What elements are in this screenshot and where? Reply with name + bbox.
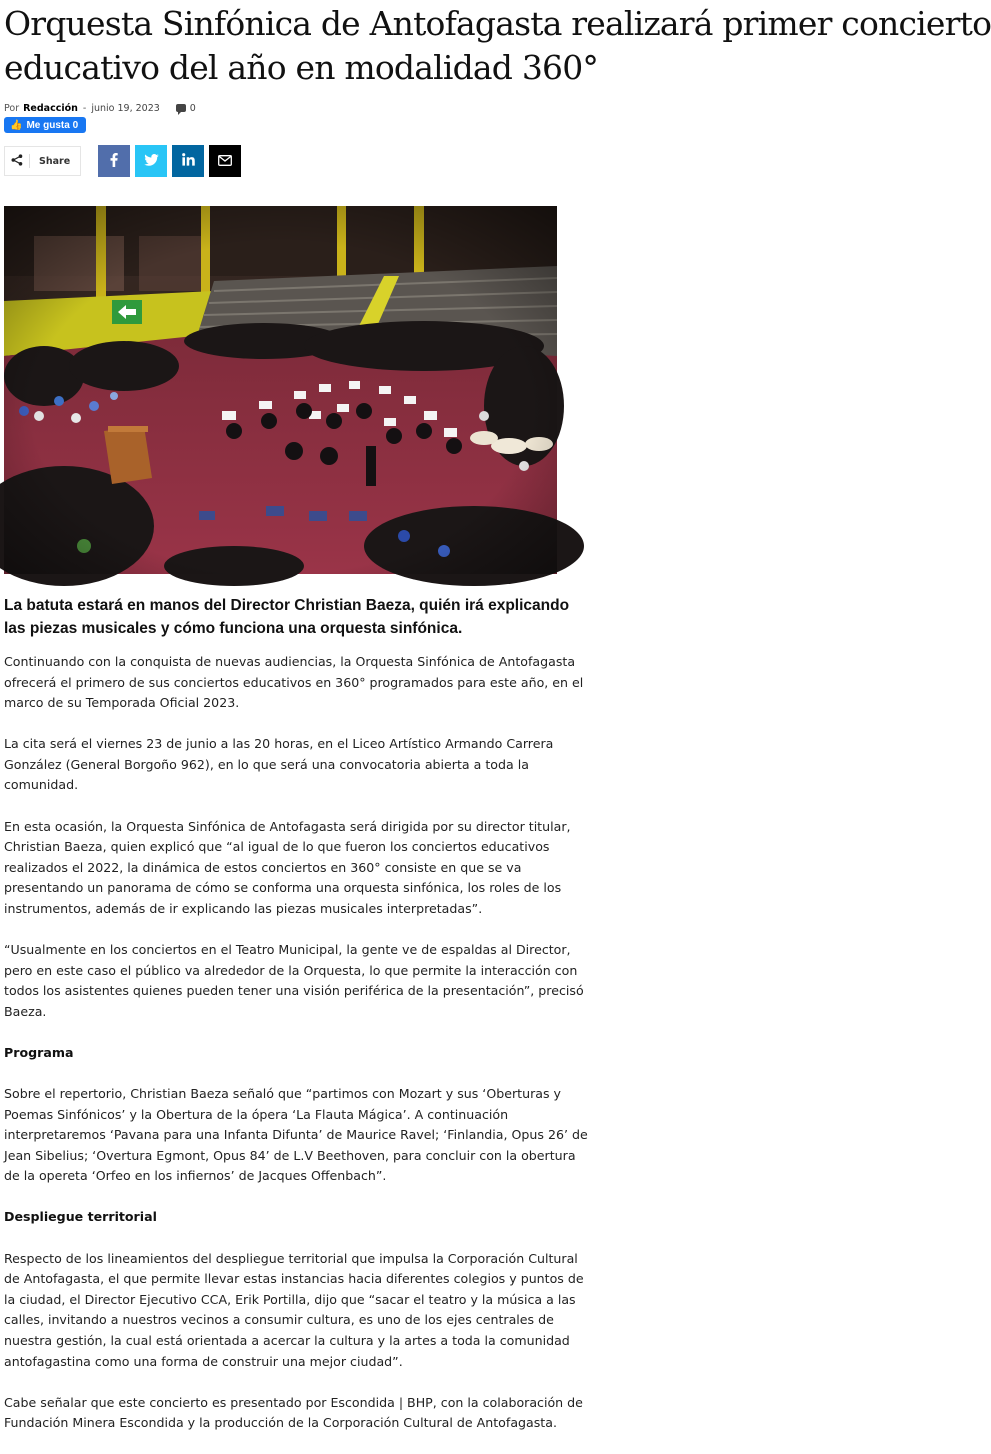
- article-paragraph: Sobre el repertorio, Christian Baeza señaló que “partimos con Mozart y sus ‘Oberturas y Poemas Sinfónicos’ y la Obertura de la ópera ‘La Flauta Mágica’. A continuación interpretaremos ‘Pavana para una Infanta Difunta’ de Maurice Ravel; ‘Finlandia, Opus 26’ de Jean Sibelius; ‘Overtura Egmont, Opus 84’ de L.V Beethoven, para concluir con la obertura de la opereta ‘Orfeo en los infiernos’ de Jacques Offenbach”.: [4, 1086, 588, 1184]
- section-heading-despliegue: Despliegue territorial: [4, 1209, 157, 1225]
- share-button[interactable]: [4, 146, 81, 176]
- linkedin-icon: [182, 153, 195, 169]
- article-title-line-1: Orquesta Sinfónica de Antofagasta realizará primer concierto: [4, 4, 991, 43]
- author-link[interactable]: Redacción: [23, 102, 78, 114]
- article-paragraph: Respecto de los lineamientos del despliegue territorial que impulsa la Corporación Cultural de Antofagasta, el que permite llevar estas instancias hacia diferentes colegios y puntos de la ciudad, el Director Ejecutivo CCA, Erik Portilla, dijo que “sacar el teatro y la música a las calles, invitando a nuestros vecinos a consumir cultura, es uno de los ejes centrales de nuestra gestión, la cual está orientada a acercar la cultura y la artes a toda la comunidad antofagastina como una forma de construir una mejor ciudad”.: [4, 1250, 584, 1369]
- concert-photo: [4, 206, 557, 574]
- publish-date: junio 19, 2023: [91, 102, 160, 114]
- twitter-share-button[interactable]: [135, 145, 167, 177]
- share-divider: [29, 154, 30, 168]
- envelope-icon: [218, 153, 232, 169]
- article-paragraph: Continuando con la conquista de nuevas audiencias, la Orquesta Sinfónica de Antofagasta ofrecerá el primero de sus conciertos educativos en 360° programados para este año, en el marco de su Temporada Oficial 2023.: [4, 654, 584, 711]
- share-icon: [5, 154, 29, 169]
- byline-prefix: Por: [4, 102, 20, 114]
- comments-count: 0: [189, 102, 196, 114]
- email-share-button[interactable]: [209, 145, 241, 177]
- article-paragraph: En esta ocasión, la Orquesta Sinfónica de Antofagasta será dirigida por su director titular, Christian Baeza, quien explicó que “al igual de lo que fueron los conciertos educativos realizados el 2022, la dinámica de estos conciertos en 360° consiste en que se va presentando un panorama de cómo se conforma una orquesta sinfónica, los roles de los instrumentos, además de ir explicando las piezas musicales interpretadas”.: [4, 818, 571, 916]
- article-paragraph: Cabe señalar que este concierto es presentado por Escondida | BHP, con la colaboración de Fundación Minera Escondida y la producción de la Corporación Cultural de Antofagasta.: [4, 1394, 583, 1431]
- section-heading-programa: Programa: [4, 1044, 74, 1060]
- meta-separator: -: [82, 102, 87, 114]
- facebook-like-label: Me gusta 0: [26, 119, 79, 131]
- comment-icon: [176, 104, 186, 112]
- twitter-icon: [144, 153, 159, 169]
- facebook-like-button[interactable]: [4, 117, 86, 133]
- article-paragraph: “Usualmente en los conciertos en el Teatro Municipal, la gente ve de espaldas al Director, pero en este caso el público va alrededor de la Orquesta, lo que permite la interacción con todos los asistentes quienes pueden tener una visión periférica de la presentación”, precisó Baeza.: [4, 942, 584, 1019]
- article-title-line-2: educativo del año en modalidad 360°: [4, 48, 599, 87]
- article: [4, 0, 991, 1431]
- comments-link[interactable]: [176, 103, 196, 114]
- article-meta: [4, 101, 849, 115]
- linkedin-share-button[interactable]: [172, 145, 204, 177]
- share-bar: [4, 145, 241, 177]
- article-body: [4, 594, 589, 1454]
- article-paragraph: La cita será el viernes 23 de junio a las 20 horas, en el Liceo Artístico Armando Carrera González (General Borgoño 962), en lo que será una convocatoria abierta a toda la comunidad.: [4, 736, 554, 793]
- featured-image: [4, 206, 557, 574]
- share-label: Share: [39, 155, 71, 167]
- facebook-share-button[interactable]: [98, 145, 130, 177]
- article-title: [4, 0, 991, 90]
- facebook-icon: [110, 153, 118, 170]
- article-lead: La batuta estará en manos del Director Christian Baeza, quién irá explicando las piezas musicales y cómo funciona una orquesta sinfónica.: [4, 597, 570, 637]
- thumbs-up-icon: 👍: [10, 119, 23, 131]
